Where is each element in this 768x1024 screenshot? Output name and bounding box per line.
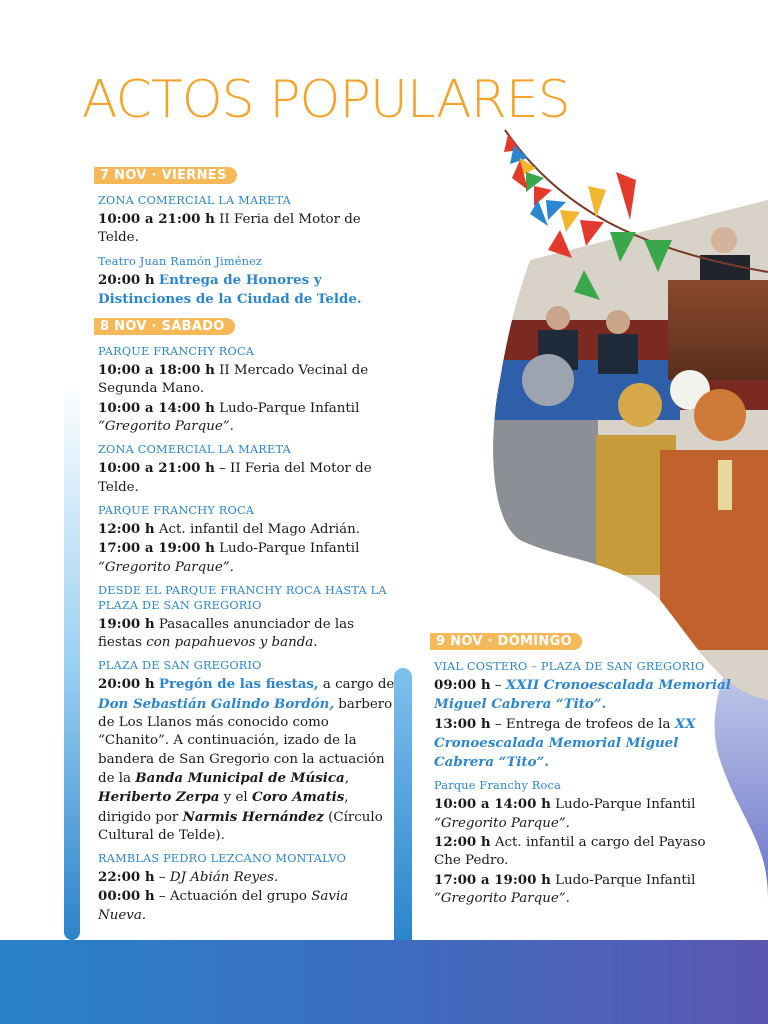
event-entry: 09:00 h – XXII Cronoescalada Memorial Miguel Cabrera “Tito”.	[434, 677, 731, 713]
place-label: PARQUE FRANCHY ROCA	[98, 503, 255, 517]
event-entry: 10:00 a 18:00 h II Mercado Vecinal de Segunda Mano.	[98, 362, 369, 397]
page-title: ACTOS POPULARES	[82, 70, 570, 130]
place-label: ZONA COMERCIAL LA MARETA	[98, 443, 291, 457]
place-label: PARQUE FRANCHY ROCA	[98, 345, 255, 359]
event-entry: 17:00 a 19:00 h Ludo-Parque Infantil “Gregorito Parque”.	[434, 871, 696, 906]
event-entry: 19:00 h Pasacalles anunciador de las fiestas con papahuevos y banda.	[98, 615, 355, 651]
event-entry: 12:00 h Act. infantil del Mago Adrián.	[98, 520, 361, 537]
event-entry: 00:00 h – Actuación del grupo Savia Nueva.	[98, 888, 349, 923]
event-entry-pregon: 20:00 h Pregón de las fiestas, a cargo de Don Sebastián Galindo Bordón, barbero de Los Llanos más conocido como “Chanito”. A continuación, izado de la bandera de San Gregorio con la actuación de la Banda Municipal de Música, Heriberto Zerpa y el Coro Amatis, dirigido por Narmis Hernández (Círculo Cultural de Telde).	[98, 676, 395, 843]
footer-band	[0, 940, 768, 1024]
event-entry: 10:00 a 21:00 h – II Feria del Motor de Telde.	[98, 460, 372, 495]
event-entry: 22:00 h – DJ Abián Reyes.	[98, 869, 279, 886]
event-entry: 20:00 h Entrega de Honores y Distinciones de la Ciudad de Telde.	[98, 271, 362, 307]
day-badge-9-nov: 9 NOV · DOMINGO	[430, 633, 582, 650]
event-entry: 17:00 a 19:00 h Ludo-Parque Infantil “Gregorito Parque”.	[98, 540, 360, 575]
event-entry: 10:00 a 21:00 h II Feria del Motor de Telde.	[98, 211, 361, 246]
day-badge-8-nov: 8 NOV · SÁBADO	[94, 318, 235, 335]
place-label: ZONA COMERCIAL LA MARETA	[98, 194, 291, 207]
left-column	[98, 164, 398, 925]
place-label: DESDE EL PARQUE FRANCHY ROCA HASTA LA PLAZA DE SAN GREGORIO	[98, 583, 387, 612]
place-label: PLAZA DE SAN GREGORIO	[98, 659, 262, 673]
event-entry: 10:00 a 14:00 h Ludo-Parque Infantil “Gregorito Parque”.	[434, 796, 696, 831]
event-entry: 12:00 h Act. infantil a cargo del Payaso Che Pedro.	[434, 834, 706, 869]
event-entry: 13:00 h – Entrega de trofeos de la XX Cronoescalada Memorial Miguel Cabrera “Tito”.	[434, 715, 696, 771]
event-entry: 10:00 a 14:00 h Ludo-Parque Infantil “Gregorito Parque”.	[98, 399, 360, 435]
place-label: RAMBLAS PEDRO LEZCANO MONTALVO	[98, 852, 347, 866]
place-label: Parque Franchy Roca	[434, 779, 562, 793]
right-column	[434, 630, 734, 908]
day-badge-7-nov: 7 NOV · VIERNES	[94, 167, 237, 184]
place-label: Teatro Juan Ramón Jiménez	[98, 254, 263, 268]
place-label: VIAL COSTERO – PLAZA DE SAN GREGORIO	[434, 660, 705, 673]
